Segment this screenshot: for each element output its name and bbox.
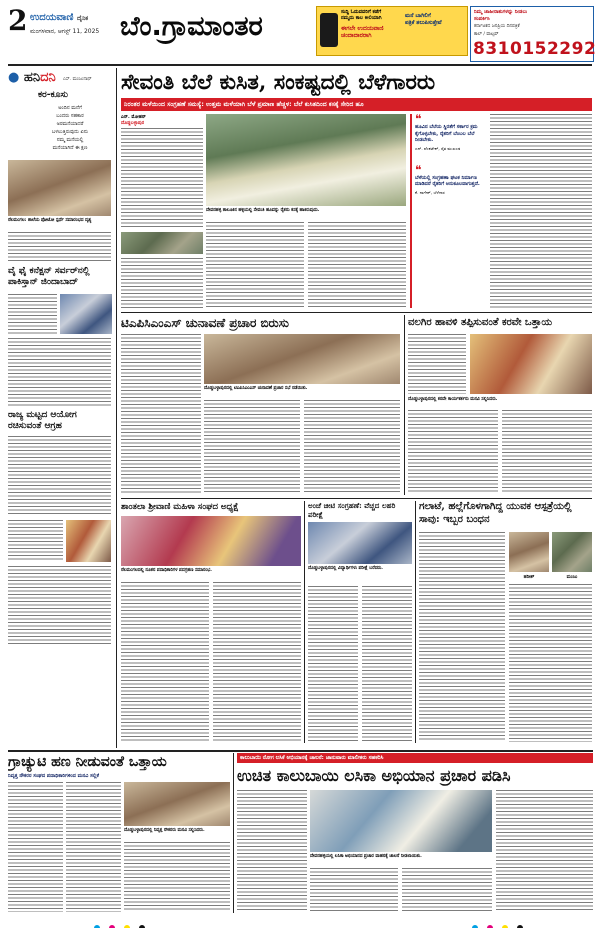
sidebar-photo-caption: ನೆಲಮಂಗಲ: ಶಾಲೆಯ ಫೋಟೋ ಸ್ಪರ್ಧೆ ಸಮಾರಂಭದ ದೃಶ್ಯ bbox=[8, 218, 92, 223]
screen-photo bbox=[60, 294, 112, 334]
ad-text: ಮನೆ ಬಾಗಿಲಿಗೆ bbox=[405, 13, 431, 19]
ad-text: ಕರ್ನಾಟಕದ ಜನಪ್ರಿಯ ದಿನಪತ್ರಿಕೆ bbox=[474, 24, 520, 29]
tapcms-body-text bbox=[204, 400, 300, 494]
ad-text: ಸಂಪರ್ಕಿಸಿ bbox=[474, 16, 490, 22]
pull-quote: ಹೂವಿನ ಬೆಲೆಯ ಸ್ಥಿರತೆಗೆ ಸರ್ಕಾರ ಕ್ರಮ ಕೈಗೊಳ್ಳಬೇಕು, ರೈತರಿಗೆ ಬೆಂಬಲ ಬೆಲೆ ನೀಡಬೇಕು. bbox=[415, 124, 478, 143]
sidebar-story2-headline: ವೈ ಫೈ ಕನೆಕ್ಷನ್ ಸರ್ವರ್‌ನಲ್ಲಿ ಪಾಕಿಸ್ತಾನ್ ಜಿಂದಾಬಾದ್ bbox=[8, 266, 90, 287]
mahila-photo bbox=[121, 516, 301, 566]
left-sidebar bbox=[8, 68, 113, 748]
mahila-headline: ಶಾಂತಲಾ ಶ್ರೀವಾಣಿ ಮಹಿಳಾ ಸಂಘದ ಅಧ್ಯಕ್ಷೆ bbox=[121, 502, 239, 512]
exam-photo-caption: ದೊಡ್ಡಬಳ್ಳಾಪುರದಲ್ಲಿ ವಿದ್ಯಾರ್ಥಿಗಳು ಪರೀಕ್ಷೆ ಬರೆದರು. bbox=[308, 566, 383, 571]
poem-line: ಬಂದರು ಸಹಕಾರ bbox=[56, 113, 84, 119]
sidebar-body-text bbox=[8, 338, 111, 406]
lead-photo-flowers bbox=[206, 114, 406, 206]
ad-text: ಕಾಲ್ / ವಾಟ್ಸಪ್ bbox=[474, 32, 499, 37]
gratuity-deck: ನಿವೃತ್ತ ನೌಕರರ ಸಂಘದ ಪದಾಧಿಕಾರಿಗಳಿಂದ ಮನವಿ ಸಲ್ಲಿಕೆ bbox=[8, 773, 99, 779]
quote-attribution: ಕೆ. ನಾಗೇಶ್, ಬೆಳೆಗಾರ bbox=[415, 189, 445, 195]
sidebar-body-text bbox=[8, 566, 111, 646]
exam-body-text bbox=[362, 586, 412, 742]
sidebar-body-text bbox=[8, 436, 111, 516]
vaccine-body-text bbox=[496, 790, 593, 912]
lead-photo-small bbox=[121, 232, 203, 254]
tapcms-headline: ಟಿಎಪಿಸಿಎಂಎಸ್ ಚುನಾವಣೆ ಪ್ರಚಾರ ಬಿರುಸು bbox=[121, 316, 289, 330]
column-author: ಎಸ್. ಮಂಜುನಾಥ್ bbox=[63, 77, 92, 82]
gratuity-photo bbox=[124, 782, 230, 826]
column-rule bbox=[116, 68, 117, 748]
poem-line: ಬಳಲುತ್ತಿರುವುದು ಏನು bbox=[51, 129, 89, 135]
photo-name-label: ಹರೀಶ್ bbox=[523, 575, 535, 580]
ad-text: ಚಂದಾದಾರರಾಗಿ bbox=[341, 32, 372, 39]
quote-icon: ❝ bbox=[415, 162, 422, 177]
mahila-body-text bbox=[213, 582, 301, 742]
subscription-ad bbox=[316, 6, 468, 56]
column-rule bbox=[415, 501, 416, 743]
hanidani-part2: ದನಿ bbox=[40, 70, 56, 85]
sidebar-photo bbox=[8, 160, 111, 216]
quote-icon: ❝ bbox=[415, 112, 422, 126]
ad-text: ಪತ್ರಿಕೆ ತಲುಪಿಸುತ್ತೇವೆ bbox=[405, 20, 442, 26]
poem-title: ಕರ-ಕೂಸು bbox=[38, 90, 68, 100]
karave-headline: ವಲಗಿರ ಹಾವಳಿ ತಪ್ಪಿಸುವಂತೆ ಕರವೇ ಒತ್ತಾಯ bbox=[408, 317, 553, 328]
drop-icon: ● bbox=[8, 70, 20, 85]
ad-text: ಈಗಲೇ ಉದಯವಾಣಿ bbox=[341, 25, 384, 32]
exam-photo bbox=[308, 522, 412, 564]
accused-photo bbox=[552, 532, 592, 572]
gratuity-body-text bbox=[124, 842, 230, 912]
poem-line: ಅರಮನೆಯಾದರೆ bbox=[56, 121, 84, 127]
section-title: ಬೆಂ.ಗ್ರಾಮಾಂತರ bbox=[120, 11, 263, 42]
section-rule bbox=[8, 750, 593, 752]
masthead-rule bbox=[8, 64, 592, 66]
ad-text: ನಿಮ್ಮ ಜಾಹೀರಾತುಗಳನ್ನು ನೀಡಲು bbox=[474, 9, 528, 15]
gratuity-headline: ಗ್ರಾಚ್ಯುಟಿ ಹಣ ನೀಡುವಂತೆ ಒತ್ತಾಯ bbox=[8, 754, 167, 770]
person-photo bbox=[66, 520, 111, 562]
sidebar-story3-headline: ರಾಜ್ಯ ಮಟ್ಟದ ಆಯೋಗ ರಚಿಸುವಂತೆ ಆಗ್ರಹ bbox=[8, 410, 77, 431]
vaccine-body-text bbox=[310, 868, 398, 912]
paper-name: ಉದಯವಾಣಿ ದೈನಿಕ bbox=[30, 12, 89, 23]
vaccine-photo bbox=[310, 790, 492, 852]
karave-photo-caption: ದೊಡ್ಡಬಳ್ಳಾಪುರದಲ್ಲಿ ಕರವೇ ಕಾರ್ಯಕರ್ತರು ಮನವಿ ಸಲ್ಲಿಸಿದರು. bbox=[408, 397, 498, 402]
quote-attribution: ಎನ್. ವೆಂಕಟೇಶ್, ರೈತ ಮುಖಂಡ bbox=[415, 145, 461, 151]
vaccine-photo-caption: ದೇವನಹಳ್ಳಿಯಲ್ಲಿ ಲಸಿಕಾ ಅಭಿಯಾನದ ಪ್ರಚಾರ ವಾಹನಕ್ಕೆ ಚಾಲನೆ ನೀಡಲಾಯಿತು. bbox=[310, 854, 422, 859]
exam-headline: ಅಂಚೆ ಚೀಟಿ ಸಂಗ್ರಹಣೆ: ವೆಚ್ಚದ ಲಹರಿ ಪರೀಕ್ಷೆ bbox=[308, 501, 396, 519]
tapcms-body-text bbox=[121, 334, 201, 494]
poem-lines bbox=[30, 104, 110, 152]
clash-body-text bbox=[509, 584, 592, 742]
vaccine-body-text bbox=[237, 790, 307, 912]
mahila-body-text bbox=[121, 582, 209, 742]
karave-body-text bbox=[408, 410, 498, 494]
section-rule bbox=[121, 312, 592, 313]
print-registration-marks bbox=[92, 916, 147, 928]
tapcms-photo-caption: ದೊಡ್ಡಬಳ್ಳಾಪುರದಲ್ಲಿ ಟಿಎಪಿಸಿಎಂಎಸ್ ಚುನಾವಣೆ ಪ್ರಚಾರ ಸಭೆ ನಡೆಯಿತು. bbox=[204, 386, 308, 391]
dateline-place: ದೊಡ್ಡಬಳ್ಳಾಪುರ bbox=[121, 121, 145, 126]
lead-body-text bbox=[121, 128, 203, 228]
clash-body-text bbox=[419, 532, 505, 742]
ad-text: ಸುದ್ದಿ ಓದುವವರಿಗೆ ಕಡೆಗೆ bbox=[341, 9, 382, 15]
column-rule bbox=[304, 501, 305, 743]
masthead bbox=[8, 4, 597, 64]
lead-quote-box bbox=[410, 114, 486, 308]
column-rule bbox=[404, 315, 405, 495]
victim-photo bbox=[509, 532, 549, 572]
mahila-photo-caption: ನೆಲಮಂಗಲದಲ್ಲಿ ನೂತನ ಪದಾಧಿಕಾರಿಗಳ ಪದಗ್ರಹಣ ಸಮಾರಂಭ. bbox=[121, 568, 212, 573]
lead-body-text bbox=[490, 114, 592, 308]
karave-body-text bbox=[502, 410, 592, 494]
page-number: 2 bbox=[8, 4, 28, 37]
lead-body-text bbox=[121, 258, 203, 308]
pull-quote: ಬೆಳೆಯಲ್ಲಿ ಸಂಗ್ರಹಣಾ ಘಟಕ ನಿರ್ಮಾಣ ಮಾಡಿದರೆ ರೈತರಿಗೆ ಅನುಕೂಲವಾಗುತ್ತದೆ. bbox=[415, 174, 480, 187]
sidebar-body-text bbox=[8, 232, 111, 262]
lead-body-text bbox=[308, 222, 406, 308]
clash-headline: ಗಲಾಟೆ, ಹಲ್ಲೆಗೊಳಗಾಗಿದ್ದ ಯುವಕ ಆಸ್ಪತ್ರೆಯಲ್ಲಿ ಸಾವು: ಇಬ್ಬರ ಬಂಧನ bbox=[419, 501, 572, 525]
karave-body-text bbox=[408, 334, 466, 394]
section-rule bbox=[121, 498, 592, 499]
hanidani-part1: ಹನಿ bbox=[23, 70, 41, 85]
lead-headline: ಸೇವಂತಿ ಬೆಲೆ ಕುಸಿತ, ಸಂಕಷ್ಟದಲ್ಲಿ ಬೆಳೆಗಾರರು bbox=[121, 70, 436, 95]
vaccine-body-text bbox=[402, 868, 492, 912]
lead-deck: ನಿರಂತರ ಮಳೆಯಿಂದ ಸಂಗ್ರಹಣೆ ಸಮಸ್ಯೆ: ಉತ್ತಮ ಮಳೆಯಾಗಿ ಬೆಳೆ ಪ್ರಮಾಣ ಹೆಚ್ಚಳ: ಬೆಲೆ ಕುಸಿತದಿಂದ ಕಸಕ್ಕೆ ಸೇರಿದ ಹೂ bbox=[121, 98, 592, 111]
lead-body-text bbox=[206, 222, 304, 308]
poem-line: ಅಂದಿನ ಮನೆಗೆ bbox=[58, 105, 82, 111]
lead-column-1 bbox=[121, 114, 203, 126]
sidebar-body-text bbox=[8, 520, 63, 562]
gratuity-photo-caption: ದೊಡ್ಡಬಳ್ಳಾಪುರದಲ್ಲಿ ನಿವೃತ್ತ ನೌಕರರು ಮನವಿ ಸಲ್ಲಿಸಿದರು. bbox=[124, 828, 205, 833]
tapcms-body-text bbox=[304, 400, 400, 494]
ad-text: ನಮ್ಮದು ಕಾಲ ಕೀಲಿಯಾಗಿ bbox=[341, 15, 382, 21]
print-registration-marks bbox=[470, 916, 525, 928]
gratuity-body-text bbox=[66, 782, 121, 912]
poem-line: ನಮ್ಮ ಮನೆಯಲ್ಲಿ bbox=[56, 137, 84, 143]
dateline: ಮಂಗಳವಾರ, ಆಗಸ್ಟ್ 11, 2025 bbox=[30, 28, 100, 35]
vaccine-strap: ಕಾಲುಬಾಯಿ ರೋಗ ಲಸಿಕೆ ಅಭಿಯಾನಕ್ಕೆ ಚಾಲನೆ: ಜಾನುವಾರು ಮಾಲೀಕರು ಸಹಕರಿಸಿ bbox=[237, 753, 593, 763]
poem-line: ಮನೆಯಾಗಿದೆ ಈ ಕ್ಷಣ bbox=[52, 145, 88, 151]
exam-body-text bbox=[308, 586, 358, 742]
sidebar-body-text bbox=[8, 294, 57, 334]
photo-name-label: ಮಂಜು bbox=[566, 575, 578, 580]
gratuity-body-text bbox=[8, 782, 63, 912]
byline: ಎನ್. ಮೋಹನ್ bbox=[121, 115, 146, 120]
phone-icon bbox=[320, 13, 338, 47]
hanidani-logo bbox=[8, 70, 56, 85]
tapcms-photo bbox=[204, 334, 400, 384]
advert-contact-ad bbox=[470, 6, 597, 62]
column-rule bbox=[233, 753, 234, 913]
ad-phone-number: 8310152292 bbox=[473, 39, 597, 59]
vaccine-headline: ಉಚಿತ ಕಾಲುಬಾಯಿ ಲಸಿಕಾ ಅಭಿಯಾನ ಪ್ರಚಾರ ಪಡಿಸಿ bbox=[237, 766, 511, 785]
lead-photo-caption: ದೇವನಹಳ್ಳಿ ತಾಲೂಕಿನ ಹಳ್ಳಿಯಲ್ಲಿ ಸೇವಂತಿ ಹೂವನ್ನು ರೈತರು ಕಸಕ್ಕೆ ಹಾಕಿರುವುದು. bbox=[206, 208, 320, 213]
karave-photo bbox=[470, 334, 592, 394]
